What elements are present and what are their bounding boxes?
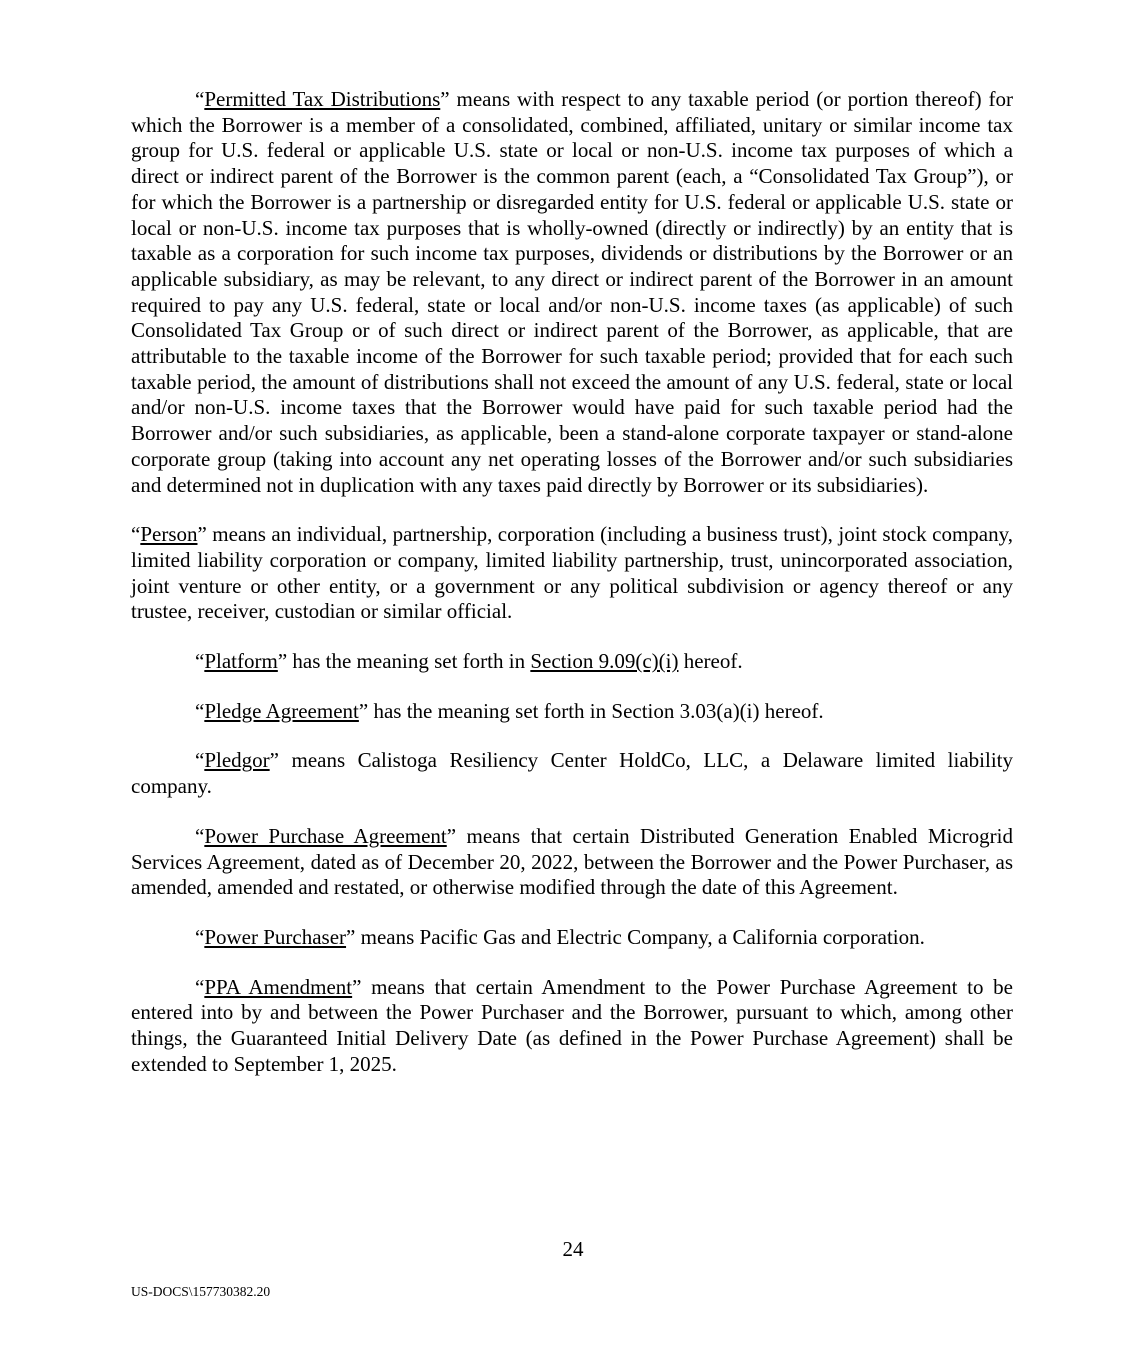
text-run: ” means Pacific Gas and Electric Company, a California corporation. bbox=[346, 924, 925, 949]
page-number: 24 bbox=[562, 1237, 584, 1261]
underlined-term: Section 9.09(c)(i) bbox=[530, 649, 679, 674]
definition-platform bbox=[131, 649, 1013, 675]
text-run: ” means Calistoga Resiliency Center HoldCo, LLC, a Delaware limited liability company. bbox=[131, 748, 1013, 799]
text-run: “ bbox=[195, 823, 205, 848]
text-run: “ bbox=[131, 522, 141, 547]
text-run: “ bbox=[195, 649, 205, 674]
definition-person bbox=[131, 522, 1013, 625]
definition-power-purchaser bbox=[131, 925, 1013, 951]
text-run: hereof. bbox=[678, 649, 743, 674]
definition-pledge-agreement bbox=[131, 699, 1013, 725]
definition-power-purchase-agreement bbox=[131, 824, 1013, 901]
text-run: ” has the meaning set forth in Section 3.03(a)(i) hereof. bbox=[358, 698, 824, 723]
underlined-term: Permitted Tax Distributions bbox=[204, 87, 441, 111]
text-run: “ bbox=[195, 924, 205, 949]
text-run: ” means with respect to any taxable period (or portion thereof) for which the Borrower is a member of a consolidated, combined, affiliated, unitary or similar income tax group for U.S. federal or applicable U.S. state or local or non-U.S. income tax purposes of which a direct or indirect parent of the Borrower is the common parent (each, a “Consolidated Tax Group”), or for which the Borrower is a partnership or disregarded entity for U.S. federal or applicable U.S. state or local or non-U.S. income tax purposes that is wholly-owned (directly or indirectly) by an entity that is taxable as a corporation for such income tax purposes, dividends or distributions by the Borrower or an applicable subsidiary, as may be relevant, to any direct or indirect parent of the Borrower in an amount required to pay any U.S. federal, state or local and/or non-U.S. income taxes (as applicable) of such Consolidated Tax Group or of such direct or indirect parent of the Borrower, as applicable, that are attributable to the taxable income of the Borrower for such taxable period; provided that for each such taxable period, the amount of distributions shall not exceed the amount of any U.S. federal, state or local and/or non-U.S. income taxes that the Borrower would have paid for such taxable period had the Borrower and/or such subsidiaries, as applicable, been a stand-alone corporate taxpayer or stand-alone corporate group (taking into account any net operating losses of the Borrower and/or such subsidiaries and determined not in duplication with any taxes paid directly by Borrower or its subsidiaries). bbox=[131, 87, 1013, 497]
footer-doc-id: US-DOCS\157730382.20 bbox=[131, 1284, 271, 1299]
definition-pledgor bbox=[131, 748, 1013, 799]
text-run: “ bbox=[195, 87, 205, 111]
underlined-term: Pledge Agreement bbox=[204, 698, 359, 723]
underlined-term: Power Purchase Agreement bbox=[204, 823, 447, 848]
text-run: “ bbox=[195, 698, 205, 723]
text-run: ” has the meaning set forth in bbox=[277, 649, 531, 674]
text-run: ” means an individual, partnership, corporation (including a business trust), joint stock company, limited liability corporation or company, limited liability partnership, trust, unincorporated association, joint venture or other entity, or a government or any political subdivision or agency thereof or any trustee, receiver, custodian or similar official. bbox=[131, 522, 1013, 624]
definition-ppa-amendment bbox=[131, 975, 1013, 1078]
underlined-term: PPA Amendment bbox=[204, 974, 353, 999]
underlined-term: Power Purchaser bbox=[204, 924, 347, 949]
underlined-term: Pledgor bbox=[204, 748, 270, 773]
underlined-term: Person bbox=[140, 522, 198, 547]
document-body bbox=[131, 87, 1013, 1102]
definition-permitted-tax-distributions bbox=[131, 87, 1013, 498]
text-run: “ bbox=[195, 748, 205, 773]
text-run: ” means that certain Amendment to the Power Purchase Agreement to be entered into by and between the Power Purchaser and the Borrower, pursuant to which, among other things, the Guaranteed Initial Delivery Date (as defined in the Power Purchase Agreement) shall be extended to September 1, 2025. bbox=[131, 974, 1013, 1076]
underlined-term: Platform bbox=[204, 649, 278, 674]
text-run: “ bbox=[195, 974, 205, 999]
text-run: ” means that certain Distributed Generation Enabled Microgrid Services Agreement, dated as of December 20, 2022, between the Borrower and the Power Purchaser, as amended, amended and restated, or otherwise modified through the date of this Agreement. bbox=[131, 823, 1013, 900]
